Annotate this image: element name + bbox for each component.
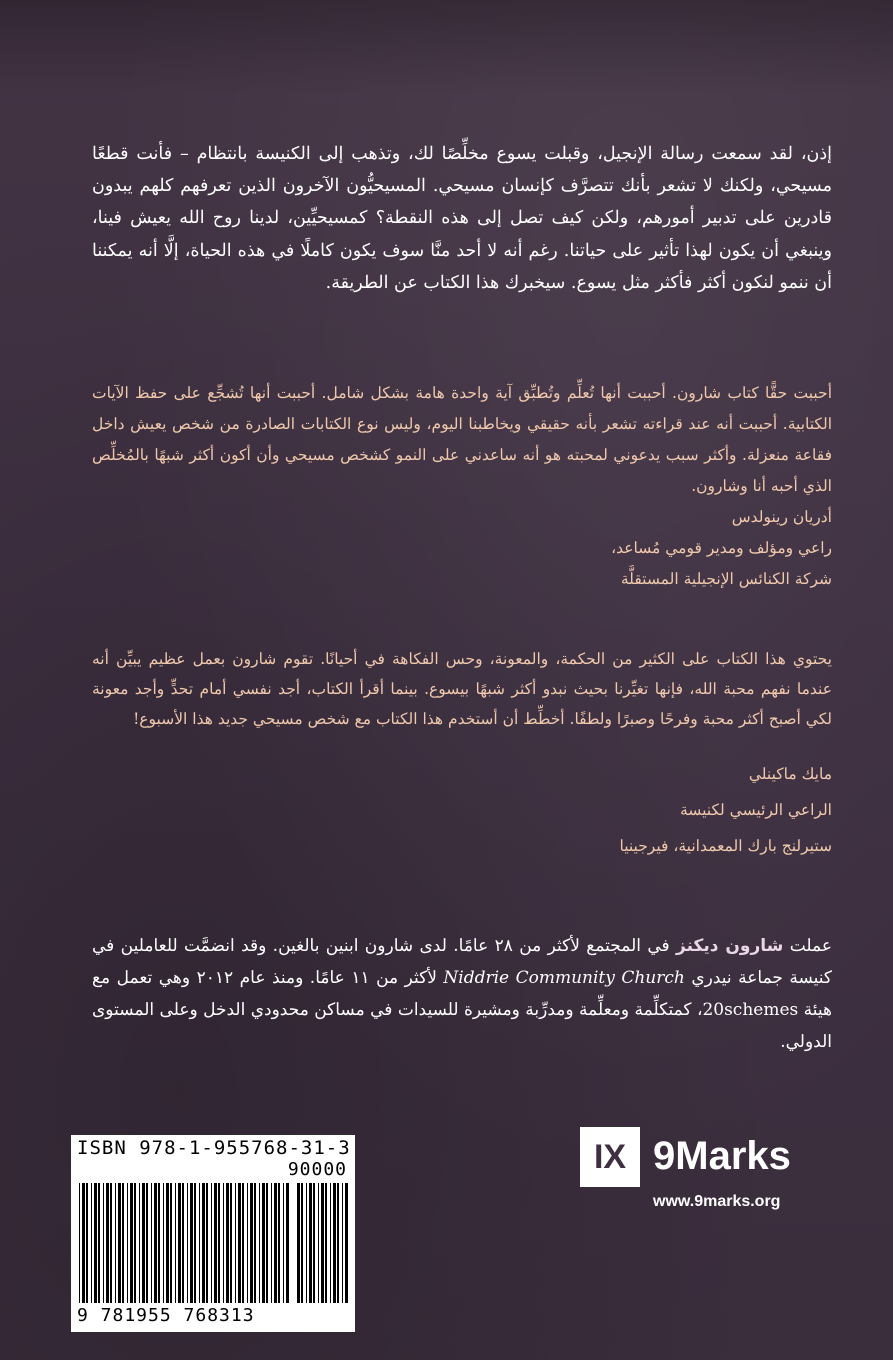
barcode-bar — [250, 1183, 253, 1303]
barcode-bar — [115, 1183, 116, 1303]
barcode-bar — [297, 1183, 300, 1303]
barcode-bar — [218, 1183, 220, 1303]
endorsement-1 — [92, 378, 832, 595]
barcode-bar — [151, 1183, 152, 1303]
intro-paragraph: إذن، لقد سمعت رسالة الإنجيل، وقبلت يسوع مخلِّصًا لك، وتذهب إلى الكنيسة بانتظام – فأنت قطعًا مسيحي، ولكنك لا تشعر بأنك تتصرَّف كإنسان مسيحي. المسيحيُّون الآخرون الذين تعرفهم كلهم يبدون قادرين على تدبير أمورهم، ولكن كيف تصل إلى هذه النقطة؟ كمسيحيِّين، لدينا روح الله يعيش فينا، وينبغي أن يكون لهذا تأثير على حياتنا. رغم أنه لا أحد منَّا سوف يكون كاملًا في هذه الحياة، إلَّا أنه يمكننا أن ننمو لنكون أكثر فأكثر مثل يسوع. سيخبرك هذا الكتاب عن الطريقة. — [92, 144, 832, 293]
bio-part-1: في المجتمع لأكثر من ٢٨ عامًا. لدى شارون ابنين بالغين. وقد انضمَّت للعاملين في كنيسة جماعة نيدري — [92, 936, 833, 988]
publisher-logo-icon: IX — [580, 1127, 640, 1187]
barcode-bar — [175, 1183, 176, 1303]
barcode-bar — [134, 1183, 136, 1303]
barcode-bar — [333, 1183, 336, 1303]
endorsement-2-organization: ستيرلنج بارك المعمدانية، فيرجينيا — [619, 837, 832, 855]
church-name-latin: Niddrie Community Church — [443, 968, 685, 988]
barcode-bar — [271, 1183, 272, 1303]
barcode-bar — [103, 1183, 104, 1303]
ean-digits: 9 781955 768313 — [77, 1305, 255, 1326]
barcode-bar — [286, 1183, 289, 1303]
barcode-bar — [242, 1183, 244, 1303]
barcode-bar — [94, 1183, 97, 1303]
barcode-bar — [110, 1183, 112, 1303]
endorsement-2-signature — [92, 756, 832, 864]
barcode-bar — [226, 1183, 229, 1303]
barcode-bar — [122, 1183, 124, 1303]
top-shade-band — [0, 0, 893, 95]
endorsement-1-quote: أحببت حقًّا كتاب شارون. أحببت أنها تُعلِّم وتُطبِّق آية واحدة هامة بشكل شامل. أحببت أنها تُشجِّع على حفظ الآيات الكتابية. أحببت أنه عند قراءته تشعر بأنه حقيقي ويخاطبنا اليوم، وليس نوع الكتابات الصادرة من شخص يعيش داخل فقاعة منعزلة. وأكثر سبب يدعوني لمحبته هو أنه ساعدني على النمو كشخص مسيحي وأن أكون أكثر شبهًا بالمُخلِّص الذي أحبه أنا وشارون. — [92, 384, 832, 495]
barcode-bar — [330, 1183, 331, 1303]
barcode-bar — [211, 1183, 212, 1303]
barcode-bar — [230, 1183, 232, 1303]
barcode-bar — [321, 1183, 324, 1303]
barcode-bar — [283, 1183, 284, 1303]
publisher-name: 9Marks — [653, 1134, 791, 1178]
barcode-bar — [301, 1183, 303, 1303]
barcode-bar — [82, 1183, 85, 1303]
barcode-bar — [166, 1183, 169, 1303]
barcode-bar — [214, 1183, 217, 1303]
barcode-bar — [202, 1183, 205, 1303]
barcode-bar — [91, 1183, 92, 1303]
author-bio — [92, 930, 832, 1058]
barcode-bar — [262, 1183, 265, 1303]
barcode-bar — [146, 1183, 148, 1303]
bio-part-2: لأكثر من ١١ عامًا. ومنذ عام ٢٠١٢ وهي تعمل مع هيئة — [92, 968, 832, 1020]
barcode-bar — [259, 1183, 260, 1303]
barcode-bar — [206, 1183, 208, 1303]
barcode-bar — [223, 1183, 224, 1303]
barcode-bar — [190, 1183, 193, 1303]
barcode-bar — [194, 1183, 196, 1303]
barcode-bar — [139, 1183, 140, 1303]
barcode-bar — [158, 1183, 160, 1303]
barcode-bar — [118, 1183, 121, 1303]
barcode-bar — [106, 1183, 109, 1303]
bio-part-3: ، كمتكلِّمة ومعلِّمة ومدرِّبة ومشيرة للسيدات في مساكن محدودي الدخل وعلى المستوى الدولي. — [92, 1000, 832, 1052]
endorsement-2-quote: يحتوي هذا الكتاب على الكثير من الحكمة، والمعونة، وحس الفكاهة في أحيانًا. تقوم شارون بعمل عظيم يبيِّن أنه عندما نفهم محبة الله، فإنها تغيِّرنا بحيث نبدو أكثر شبهًا بيسوع. بينما أقرأ الكتاب، أجد نفسي أمام تحدٍّ وأجد معونة لكي أصبح أكثر محبة وفرحًا وصبرًا ولطفًا. أخطِّط أن أستخدم هذا الكتاب مع شخص مسيحي جديد هذا الأسبوع! — [92, 650, 832, 728]
barcode-bar — [127, 1183, 128, 1303]
barcode-bar — [130, 1183, 133, 1303]
barcode-bar — [238, 1183, 241, 1303]
endorsement-2-role: الراعي الرئيسي لكنيسة — [679, 801, 832, 819]
isbn-label: ISBN 978-1-955768-31-3 — [77, 1137, 351, 1159]
author-name: شارون ديكنز — [676, 936, 784, 956]
barcode-bar — [142, 1183, 145, 1303]
bio-lead: عملت — [789, 936, 832, 956]
org-name-latin: 20schemes — [702, 1000, 799, 1020]
barcode-bar — [178, 1183, 181, 1303]
publisher-url: www.9marks.org — [653, 1193, 781, 1210]
barcode-bar — [98, 1183, 100, 1303]
endorsement-1-name: أدريان رينولدس — [731, 508, 832, 526]
isbn-barcode — [71, 1135, 355, 1332]
barcode-bar — [154, 1183, 157, 1303]
barcode-bar — [86, 1183, 88, 1303]
barcode-bar — [79, 1183, 80, 1303]
price-code: 90000 — [287, 1159, 347, 1180]
endorsement-2-name: مايك ماكينلي — [748, 765, 832, 783]
barcode-bar — [309, 1183, 312, 1303]
barcode-bar — [163, 1183, 164, 1303]
endorsement-1-role: راعي ومؤلف ومدير قومي مُساعد، — [611, 539, 832, 557]
endorsement-1-organization: شركة الكنائس الإنجيلية المستقلَّة — [620, 570, 832, 588]
barcode-bar — [313, 1183, 315, 1303]
barcode-bar — [266, 1183, 268, 1303]
endorsement-2 — [92, 644, 832, 864]
barcode-bar — [278, 1183, 280, 1303]
barcode-bar — [187, 1183, 188, 1303]
barcode-bar — [235, 1183, 236, 1303]
barcode-bar — [182, 1183, 184, 1303]
barcode-bar — [325, 1183, 327, 1303]
barcode-bar — [247, 1183, 248, 1303]
author-bio-paragraph — [92, 930, 832, 1058]
barcode-bar — [274, 1183, 277, 1303]
barcode-bar — [342, 1183, 343, 1303]
barcode-bar — [306, 1183, 307, 1303]
barcode-bar — [318, 1183, 319, 1303]
barcode-bar — [345, 1183, 348, 1303]
barcode-bar — [254, 1183, 256, 1303]
barcode-bar — [337, 1183, 339, 1303]
barcode-bar — [199, 1183, 200, 1303]
barcode-bar — [170, 1183, 172, 1303]
intro-section — [92, 138, 832, 299]
